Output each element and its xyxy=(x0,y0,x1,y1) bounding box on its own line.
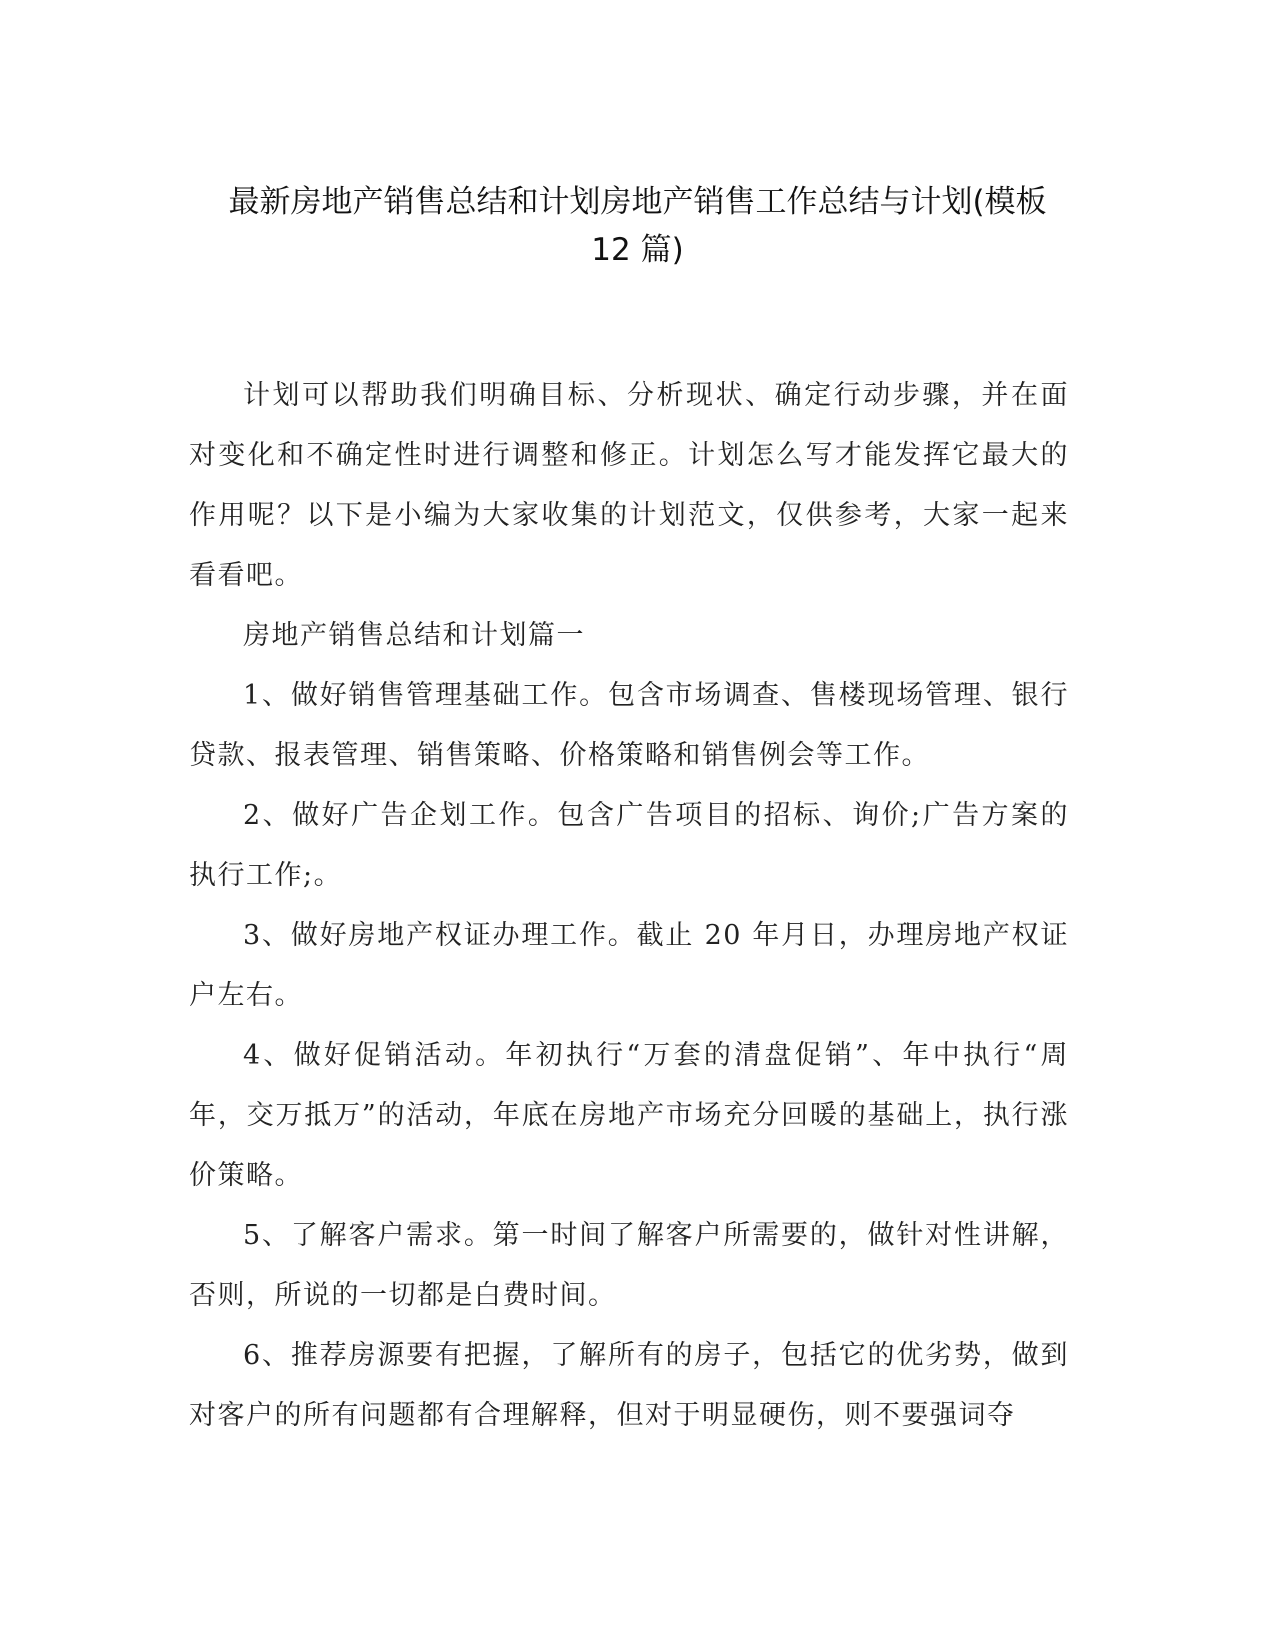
item-paragraph-1: 1、做好销售管理基础工作。包含市场调查、售楼现场管理、银行贷款、报表管理、销售策略、价格策略和销售例会等工作。 xyxy=(189,680,1069,771)
item-paragraph-4: 4、做好促销活动。年初执行“万套的清盘促销”、年中执行“周年，交万抵万”的活动，年底在房地产市场充分回暖的基础上，执行涨价策略。 xyxy=(189,1040,1069,1191)
document-title xyxy=(150,178,1125,274)
item-paragraph-6: 6、推荐房源要有把握，了解所有的房子，包括它的优劣势，做到对客户的所有问题都有合理解释，但对于明显硬伤，则不要强词夺 xyxy=(189,1340,1069,1431)
item-paragraph-3: 3、做好房地产权证办理工作。截止 20 年月日，办理房地产权证户左右。 xyxy=(189,920,1069,1011)
item-paragraph-5: 5、了解客户需求。第一时间了解客户所需要的，做针对性讲解，否则，所说的一切都是白费时间。 xyxy=(189,1220,1069,1311)
document-body xyxy=(189,366,1069,1446)
section-heading: 房地产销售总结和计划篇一 xyxy=(243,620,585,651)
item-paragraph-2: 2、做好广告企划工作。包含广告项目的招标、询价;广告方案的执行工作;。 xyxy=(189,800,1069,891)
intro-paragraph: 计划可以帮助我们明确目标、分析现状、确定行动步骤，并在面对变化和不确定性时进行调整和修正。计划怎么写才能发挥它最大的作用呢？以下是小编为大家收集的计划范文，仅供参考，大家一起来看看吧。 xyxy=(189,380,1069,591)
title-line-1: 最新房地产销售总结和计划房地产销售工作总结与计划(模板 xyxy=(228,184,1047,220)
title-line-2: 12 篇) xyxy=(591,232,684,268)
